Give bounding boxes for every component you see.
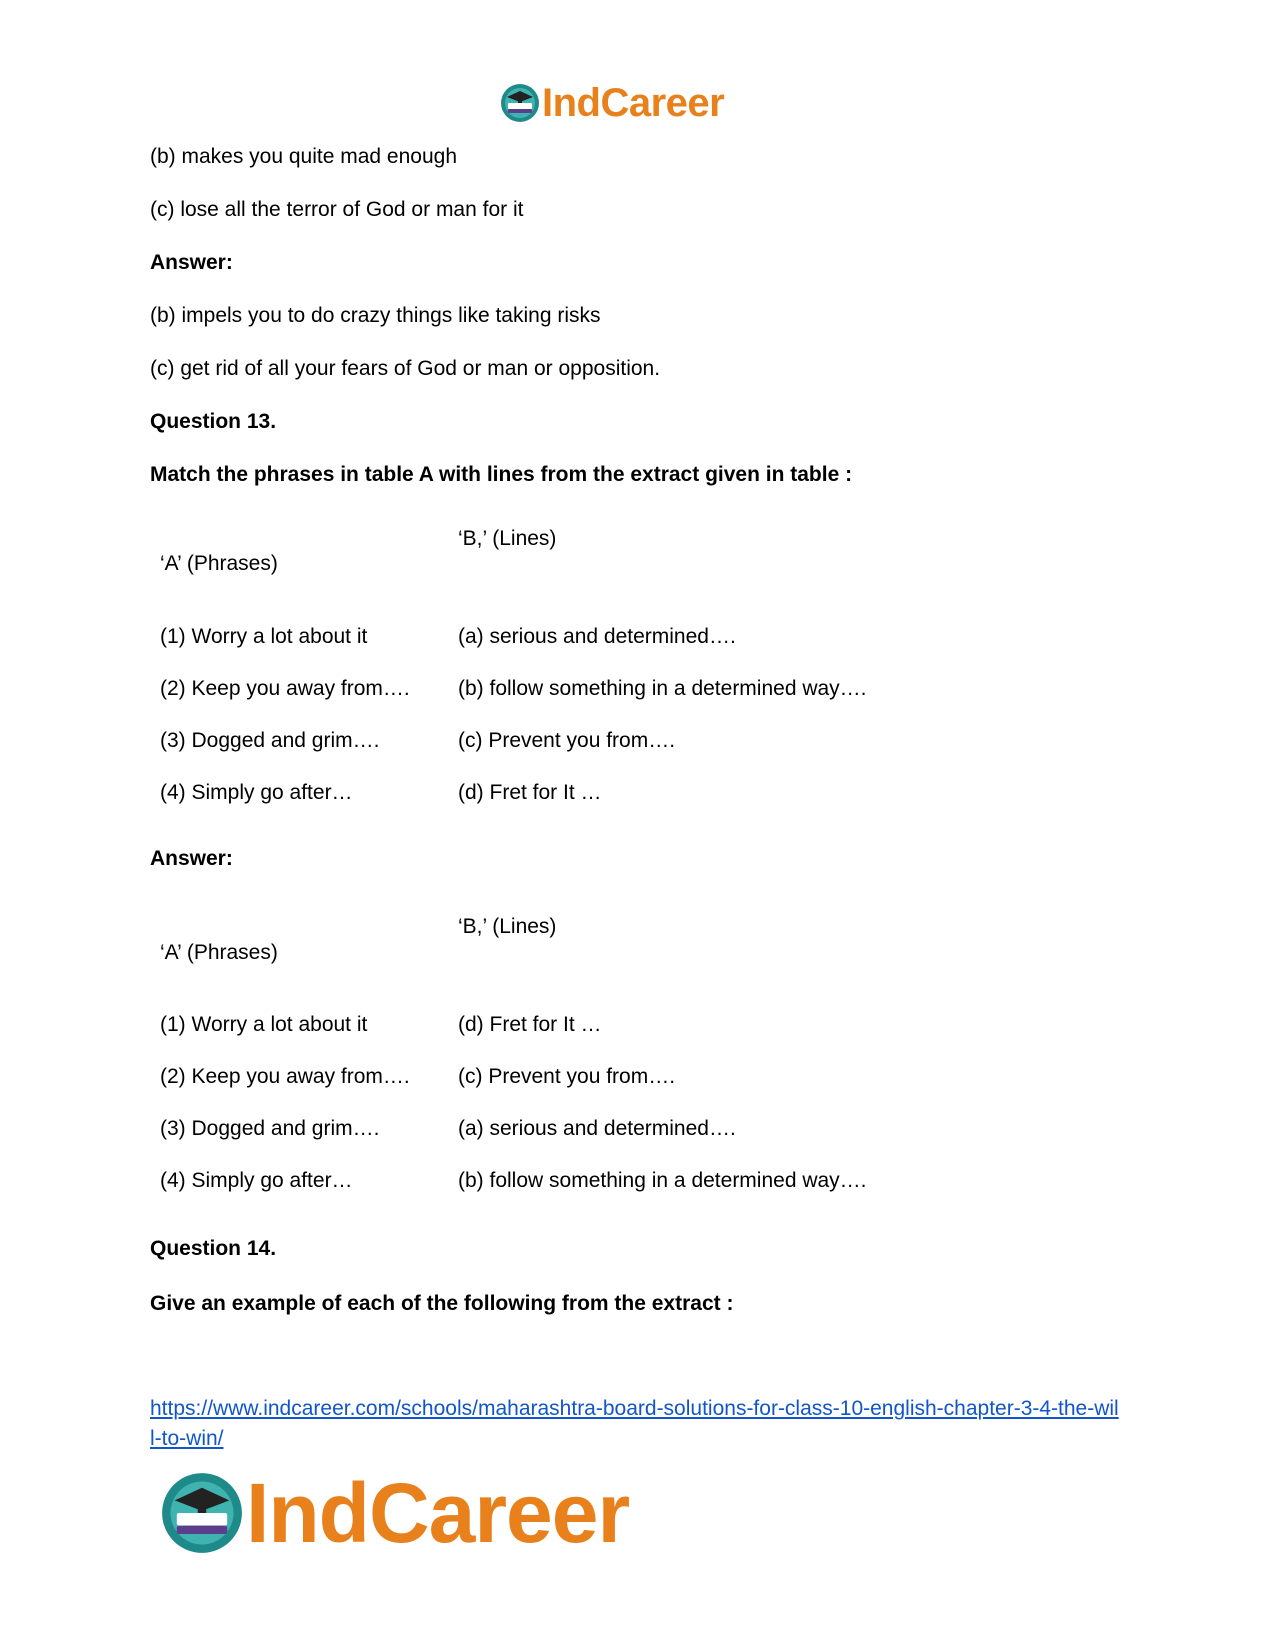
- table-row-a: (2) Keep you away from….: [160, 677, 410, 700]
- table-row-b: (a) serious and determined….: [458, 1117, 736, 1140]
- option-b-text: (b) makes you quite mad enough: [150, 145, 458, 168]
- table-header-a: ‘A’ (Phrases): [160, 941, 278, 964]
- table-row-b: (d) Fret for It …: [458, 1013, 602, 1036]
- answer-b-text: (b) impels you to do crazy things like taking risks: [150, 304, 601, 327]
- table-row-b: (b) follow something in a determined way….: [458, 677, 867, 700]
- table-header-a: ‘A’ (Phrases): [160, 552, 278, 575]
- table-row-a: (4) Simply go after…: [160, 1169, 353, 1192]
- option-c-text: (c) lose all the terror of God or man for it: [150, 198, 524, 221]
- table-row-b: (b) follow something in a determined way….: [458, 1169, 867, 1192]
- table-row-a: (3) Dogged and grim….: [160, 729, 380, 752]
- footer-logo: [160, 1468, 629, 1558]
- indcareer-emblem-icon: [500, 83, 540, 123]
- table-row-b: (c) Prevent you from….: [458, 729, 676, 752]
- source-url-link[interactable]: https://www.indcareer.com/schools/maharashtra-board-solutions-for-class-10-english-chapter-3-4-the-will-to-win/: [150, 1397, 1119, 1450]
- question-13-heading: Question 13.: [150, 410, 277, 433]
- table-row-b: (d) Fret for It …: [458, 781, 602, 804]
- table-row-a: (2) Keep you away from….: [160, 1065, 410, 1088]
- question-13-prompt: Match the phrases in table A with lines from the extract given in table :: [150, 463, 853, 486]
- question-14-heading: Question 14.: [150, 1237, 277, 1260]
- table-row-a: (1) Worry a lot about it: [160, 625, 368, 648]
- table-row-a: (1) Worry a lot about it: [160, 1013, 368, 1036]
- answer-heading: Answer:: [150, 847, 233, 870]
- table-header-b: ‘B,’ (Lines): [458, 915, 557, 938]
- table-row-b: (a) serious and determined….: [458, 625, 736, 648]
- header-logo: [500, 78, 724, 128]
- table-row-a: (3) Dogged and grim….: [160, 1117, 380, 1140]
- table-header-b: ‘B,’ (Lines): [458, 527, 557, 550]
- footer-logo-text: IndCareer: [246, 1466, 630, 1560]
- indcareer-emblem-icon: [160, 1471, 244, 1555]
- header-logo-text: IndCareer: [542, 81, 725, 125]
- table-row-a: (4) Simply go after…: [160, 781, 353, 804]
- table-row-b: (c) Prevent you from….: [458, 1065, 676, 1088]
- question-14-prompt: Give an example of each of the following from the extract :: [150, 1292, 734, 1315]
- answer-heading: Answer:: [150, 251, 233, 274]
- answer-c-text: (c) get rid of all your fears of God or man or opposition.: [150, 357, 661, 380]
